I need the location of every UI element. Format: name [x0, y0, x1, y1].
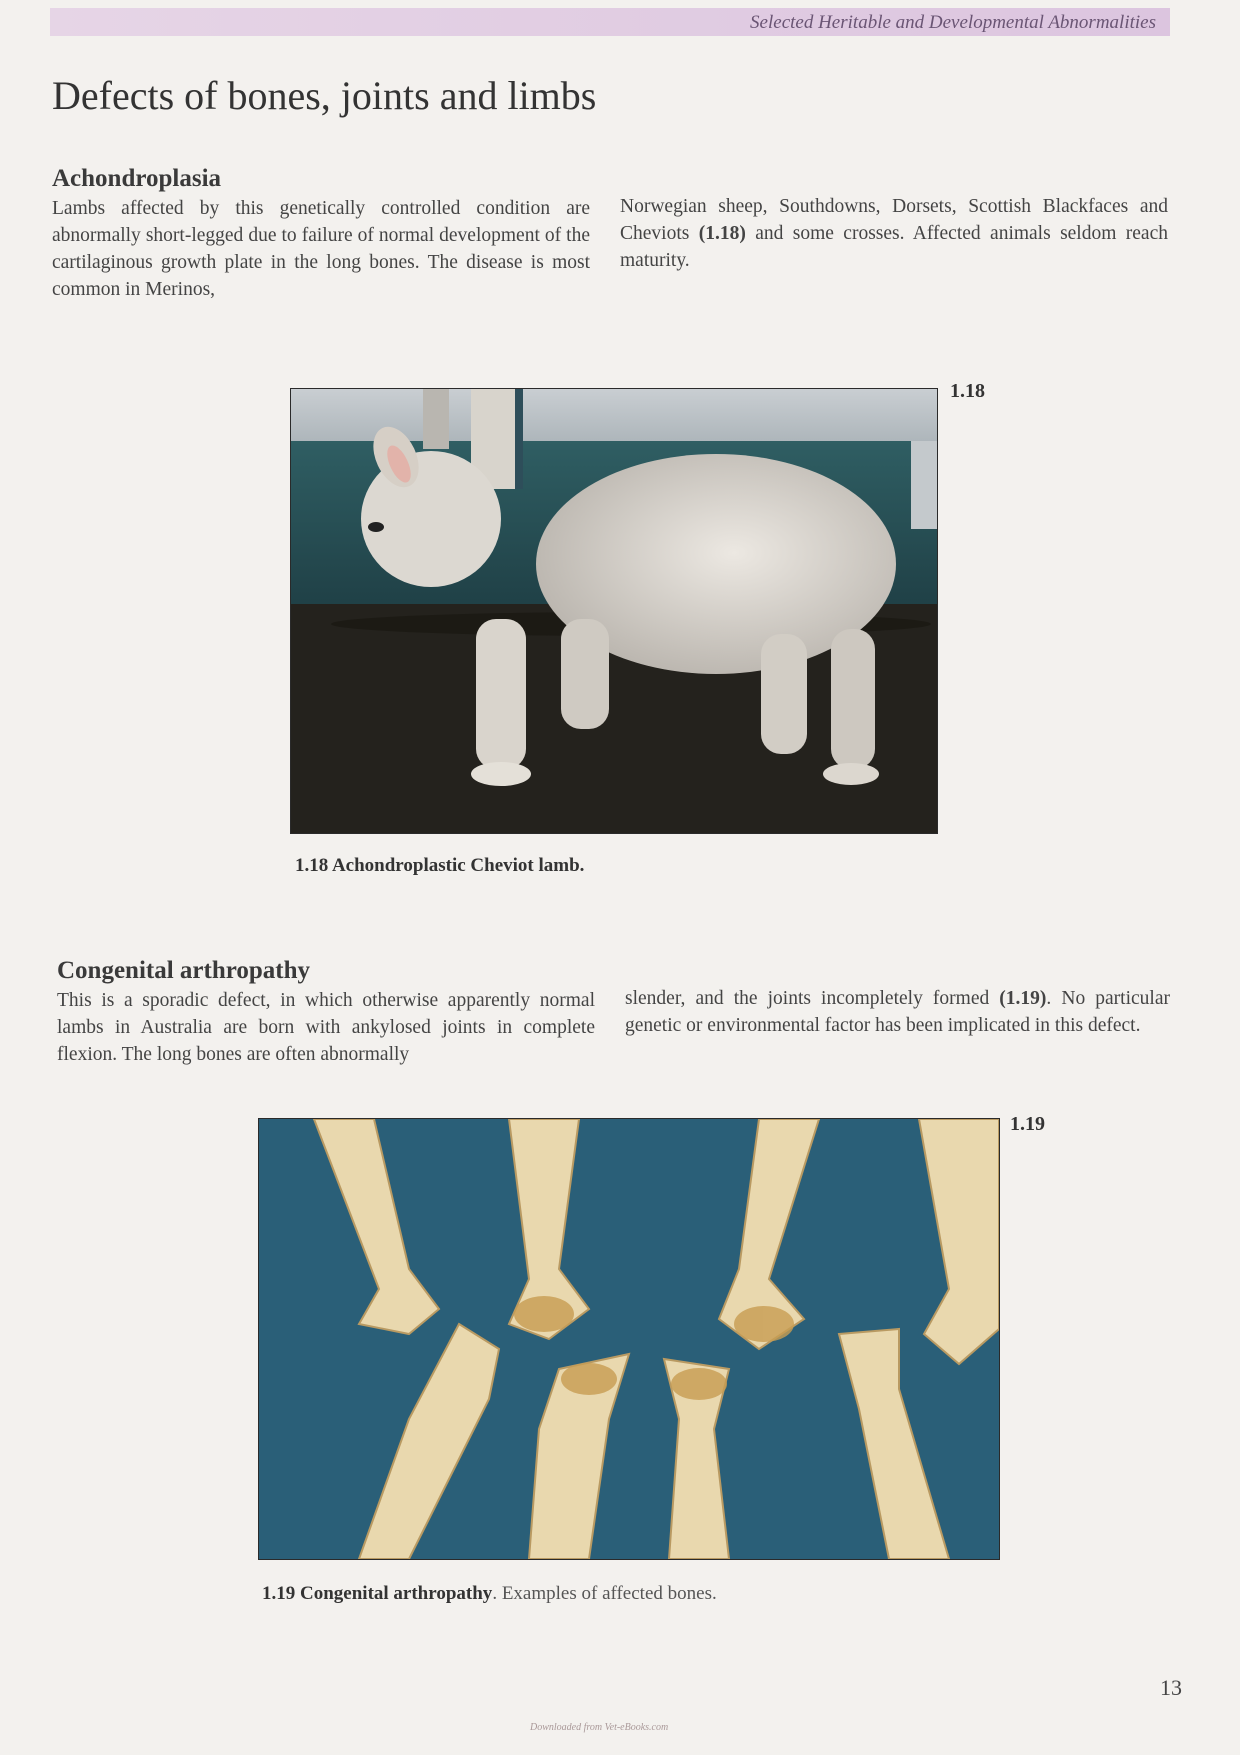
bones-image	[259, 1119, 999, 1559]
paragraph-text: slender, and the joints incompletely formed	[625, 988, 1000, 1009]
page-number: 13	[1160, 1675, 1182, 1700]
lamb-photo	[290, 388, 938, 834]
caption-bold-text: 1.18 Achondroplastic Cheviot lamb.	[295, 855, 585, 876]
caption-plain-text: . Examples of affected bones.	[492, 1583, 717, 1604]
paragraph-text: . No particular genetic or environmental factor has been implicated in this defect.	[625, 988, 1170, 1036]
chapter-title: Defects of bones, joints and limbs	[52, 73, 597, 118]
bones-photo	[258, 1118, 1000, 1560]
section-heading-achondroplasia: Achondroplasia	[52, 165, 222, 192]
paragraph-text: Norwegian sheep, Southdowns, Dorsets, Scottish Blackfaces and Cheviots	[620, 196, 1168, 244]
figure-reference: (1.18)	[698, 223, 746, 244]
achondroplasia-paragraph-left: Lambs affected by this genetically controlled condition are abnormally short-legged due to failure of normal development of the cartilaginous growth plate in the long bones. The disease is most common in Merinos,	[52, 198, 590, 300]
caption-bold-text: 1.19 Congenital arthropathy	[262, 1583, 493, 1604]
section-heading-congenital-arthropathy: Congenital arthropathy	[57, 957, 311, 984]
running-header-title: Selected Heritable and Developmental Abnormalities	[750, 12, 1156, 33]
figure-number-1-19: 1.19	[1010, 1113, 1045, 1135]
paragraph-text: and some crosses. Affected animals seldom reach maturity.	[620, 223, 1168, 271]
lamb-image	[291, 389, 937, 833]
download-watermark: Downloaded from Vet-eBooks.com	[530, 1722, 669, 1733]
figure-caption-1-18	[295, 855, 584, 877]
figure-number-1-18: 1.18	[950, 380, 985, 402]
arthropathy-paragraph-right	[625, 985, 1170, 1039]
figure-caption-1-19	[262, 1583, 717, 1605]
running-header	[50, 8, 1170, 36]
arthropathy-paragraph-left: This is a sporadic defect, in which otherwise apparently normal lambs in Australia are born with ankylosed joints in complete flexion. The long bones are often abnormally	[57, 990, 595, 1065]
achondroplasia-paragraph-right	[620, 193, 1168, 274]
figure-reference: (1.19)	[999, 988, 1047, 1009]
